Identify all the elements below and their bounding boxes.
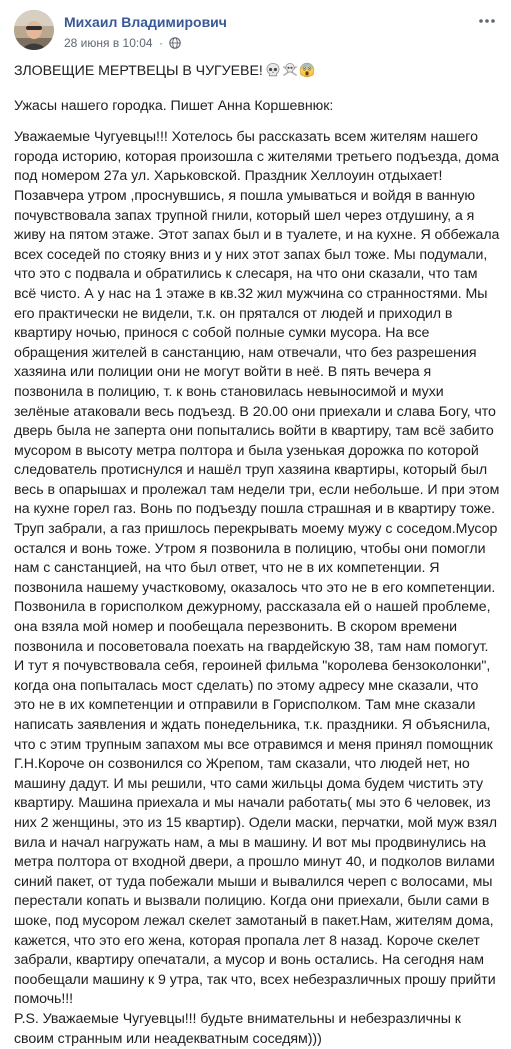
avatar-photo: [14, 10, 54, 50]
post-title-line: [14, 62, 500, 85]
more-options-icon[interactable]: [477, 14, 497, 28]
meta-separator: ·: [158, 36, 163, 50]
author-name[interactable]: Михаил Владимирович: [64, 14, 227, 30]
post-timestamp[interactable]: 28 июня в 10:04: [64, 36, 153, 50]
post-title: ЗЛОВЕЩИЕ МЕРТВЕЦЫ В ЧУГУЕВЕ!: [14, 63, 263, 79]
post-body: [14, 62, 500, 1049]
screaming-face-icon: [299, 62, 315, 78]
skull-crossbones-icon: [282, 62, 298, 78]
post-intro: Ужасы нашего городка. Пишет Анна Коршевнюк:: [14, 97, 334, 114]
post-postscript: P.S. Уважаемые Чугуевцы!!! будьте внимательны и небезразличны к своим странным или неадекватным соседям))): [14, 1010, 461, 1047]
title-emojis: [265, 62, 316, 85]
globe-icon[interactable]: [169, 37, 181, 52]
skull-icon: [265, 62, 281, 78]
post-header: [14, 10, 499, 54]
post-text: Уважаемые Чугуевцы!!! Хотелось бы рассказать всем жителям нашего города историю, которая произошла с жителями третьего подъезда, дома под номером 27а ул. Харьковской. Праздник Хеллоуин отдыхает! Позавчера утром ,проснувшись, я пошла умываться и войдя в ванную почувствовала запах трупной гнили, который шел через отдушину, а я живу на пятом этаже. Этот запах был и в туалете, и на кухне. Я оббежала всех соседей по стояку вниз и у них этот запах был тоже. Мы подумали, что это с подвала и обратились к слесаря, на что они сказали, что там всё чисто. А у нас на 1 этаже в кв.32 жил мужчина со странностями. Мы его практически не видели, т.к. он прятался от людей и приходил в квартиру ночью, принося с собой полные сумки мусора. На все обращения жителей в санстанцию, нам отвечали, что без разрешения хазяина или полиции они не могут войти в неё. В пять вечера я позвонила в полицию, т. к вонь становилась невыносимой и мухи зелёные атаковали весь подъезд. В 20.00 они приехали и слава Богу, что дверь была не заперта они попытались войти в квартиру, там всё забито мусором в высоту метра полтора и была узенькая дорожка по которой следователь протиснулся и нашёл труп хазяина квартиры, который был весь в опарышах и пролежал там недели три, если небольше. И при этом на кухне горел газ. Вонь по подъезду пошла страшная и в квартиру тоже. Труп забрали, а газ пришлось перекрывать моему мужу с соседом.Мусор остался и вонь тоже. Утром я позвонила в полицию, чтобы они помогли нам с санстанцией, на что был ответ, что не в их компетенции. Я позвонила нашему участковому, оказалось что это не в его компетенции. Позвонила в горисполком дежурному, рассказала ей о нашей проблеме, она взяла мой номер и пообещала перезвонить. В скором времени позвонила и посоветовала поехать на гвардейскую 38, там нам помогут. И тут я почувствовала себя, героиней фильма "королева бензоколонки", когда она попыталась мост сделать) по этому адресу мне сказали, что это не в их компетенции и отправили в Горисполком. Там мне сказали написать заявления и ждать понедельника, т.к. праздники. Я объяснила, что с этим трупным запахом мы все отравимся и меня принял помощник Г.Н.Короче он созвонился со Жрепом, там сказали, что людей нет, но машину дадут. И мы решили, что сами жильцы дома будем чистить эту квартиру. Машина приехала и мы начали работать( мы это 6 человек, из них 2 женщины, это из 15 квартир). Одели маски, перчатки, мой муж взял вила и начал нагружать нам, а мы в машину. И вот мы продвинулись на метра полтора от входной двери, а прошло минут 40, и подколов вилами синий пакет, от туда побежали мыши и вывалился череп с волосами, мы перестали копать и вызвали полицию. Когда они приехали, были сами в шоке, под мусором лежал скелет замотаный в пакет.Нам, жителям дома, кажется, что это его жена, которая пропала лет 8 назад. Короче скелет забрали, квартиру опечатали, а мусор и вонь остались. На сегодня нам пообещали машину к 9 утра, так что, всех небезразличных прошу прийти помочь!!!: [14, 129, 500, 1008]
avatar[interactable]: [14, 10, 54, 50]
post-meta: [64, 36, 181, 52]
